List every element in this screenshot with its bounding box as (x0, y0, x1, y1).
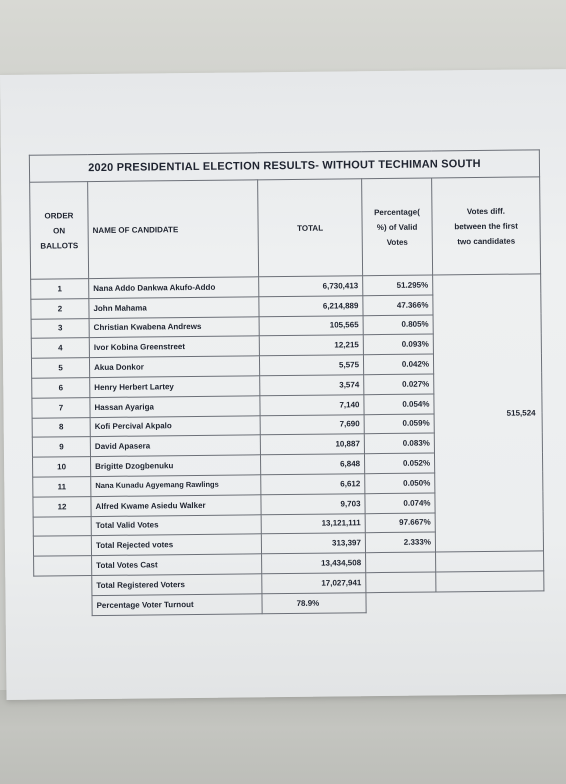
candidate-name: Akua Donkor (89, 356, 259, 378)
header-diff-line: Votes diff. (466, 206, 506, 216)
percentage-cell: 0.093% (363, 334, 433, 355)
total-cell: 6,214,889 (259, 296, 363, 317)
header-pct-line: Percentage( (374, 207, 420, 217)
summary-total: 78.9% (262, 592, 366, 613)
total-cell: 105,565 (259, 315, 363, 336)
header-order-line: ON (53, 225, 66, 235)
summary-total: 13,434,508 (262, 553, 366, 574)
total-cell: 9,703 (261, 493, 365, 514)
order-cell: 8 (32, 417, 90, 437)
candidate-name: Kofi Percival Akpalo (90, 415, 260, 437)
header-votes-diff (432, 177, 541, 275)
percentage-cell: 47.366% (363, 295, 433, 316)
summary-pct (366, 592, 436, 613)
percentage-cell: 0.052% (364, 453, 434, 474)
candidate-name: Henry Herbert Lartey (90, 376, 260, 398)
summary-label: Percentage Voter Turnout (92, 594, 262, 616)
total-cell: 3,574 (260, 375, 364, 396)
header-total: TOTAL (258, 179, 363, 277)
candidate-name: Nana Kunadu Agyemang Rawlings (91, 475, 261, 497)
header-order-line: BALLOTS (40, 240, 79, 251)
order-cell: 3 (31, 318, 89, 338)
header-pct-line: Votes (386, 237, 408, 247)
summary-diff-empty (436, 591, 544, 612)
summary-total: 13,121,111 (261, 513, 365, 534)
header-order (30, 182, 89, 280)
header-order-line: ORDER (44, 210, 74, 221)
summary-diff-empty (436, 551, 544, 572)
percentage-cell: 51.295% (363, 275, 433, 296)
order-cell: 1 (31, 279, 89, 299)
summary-spacer (33, 516, 91, 536)
header-diff-line: two candidates (457, 236, 516, 246)
percentage-cell: 0.059% (364, 414, 434, 435)
candidate-name: Christian Kwabena Andrews (89, 316, 259, 338)
percentage-cell: 0.805% (363, 315, 433, 336)
paper-sheet (0, 69, 566, 700)
summary-pct (366, 572, 436, 593)
total-cell: 7,690 (260, 414, 364, 435)
summary-spacer (34, 556, 92, 576)
header-row (30, 177, 541, 279)
summary-diff-empty (436, 571, 544, 592)
percentage-cell: 0.042% (363, 354, 433, 375)
order-cell: 9 (32, 437, 90, 457)
summary-total: 313,397 (261, 533, 365, 554)
table-title: 2020 PRESIDENTIAL ELECTION RESULTS- WITHOUT TECHIMAN SOUTH (29, 150, 539, 182)
results-table (29, 149, 545, 616)
results-document (29, 149, 545, 684)
summary-pct: 97.667% (365, 513, 435, 534)
candidate-name: Brigitte Dzogbenuku (91, 455, 261, 477)
percentage-cell: 0.074% (365, 493, 435, 514)
order-cell: 2 (31, 298, 89, 318)
percentage-cell: 0.027% (364, 374, 434, 395)
total-cell: 6,848 (260, 454, 364, 475)
order-cell: 4 (31, 338, 89, 358)
header-pct-line: %) of Valid (376, 222, 418, 232)
order-cell: 6 (32, 378, 90, 398)
summary-label: Total Valid Votes (91, 514, 261, 536)
table-row (31, 274, 541, 299)
order-cell: 10 (33, 457, 91, 477)
summary-total: 17,027,941 (262, 573, 366, 594)
order-cell: 11 (33, 477, 91, 497)
header-diff-line: between the first (454, 221, 518, 231)
total-cell: 10,887 (260, 434, 364, 455)
summary-spacer (34, 576, 92, 596)
total-cell: 7,140 (260, 394, 364, 415)
votes-diff-cell: 515,524 (433, 274, 544, 552)
background-bottom (0, 690, 566, 784)
order-cell: 12 (33, 496, 91, 516)
summary-pct (366, 552, 436, 573)
total-cell: 6,730,413 (259, 276, 363, 297)
summary-pct: 2.333% (365, 532, 435, 553)
total-cell: 5,575 (259, 355, 363, 376)
total-cell: 12,215 (259, 335, 363, 356)
summary-spacer (33, 536, 91, 556)
summary-label: Total Rejected votes (91, 534, 261, 556)
percentage-cell: 0.050% (365, 473, 435, 494)
percentage-cell: 0.054% (364, 394, 434, 415)
candidate-name: Nana Addo Dankwa Akufo-Addo (89, 277, 259, 299)
order-cell: 7 (32, 397, 90, 417)
order-cell: 5 (31, 358, 89, 378)
candidate-name: Alfred Kwame Asiedu Walker (91, 495, 261, 517)
summary-label: Total Registered Voters (92, 574, 262, 596)
summary-label: Total Votes Cast (92, 554, 262, 576)
percentage-cell: 0.083% (364, 433, 434, 454)
header-percentage (362, 178, 433, 276)
candidate-name: Hassan Ayariga (90, 396, 260, 418)
candidate-name: Ivor Kobina Greenstreet (89, 336, 259, 358)
candidate-name: David Apasera (90, 435, 260, 457)
summary-spacer (34, 595, 92, 615)
summary-row (34, 591, 544, 616)
candidate-name: John Mahama (89, 297, 259, 319)
header-name: NAME OF CANDIDATE (88, 180, 259, 279)
total-cell: 6,612 (261, 474, 365, 495)
